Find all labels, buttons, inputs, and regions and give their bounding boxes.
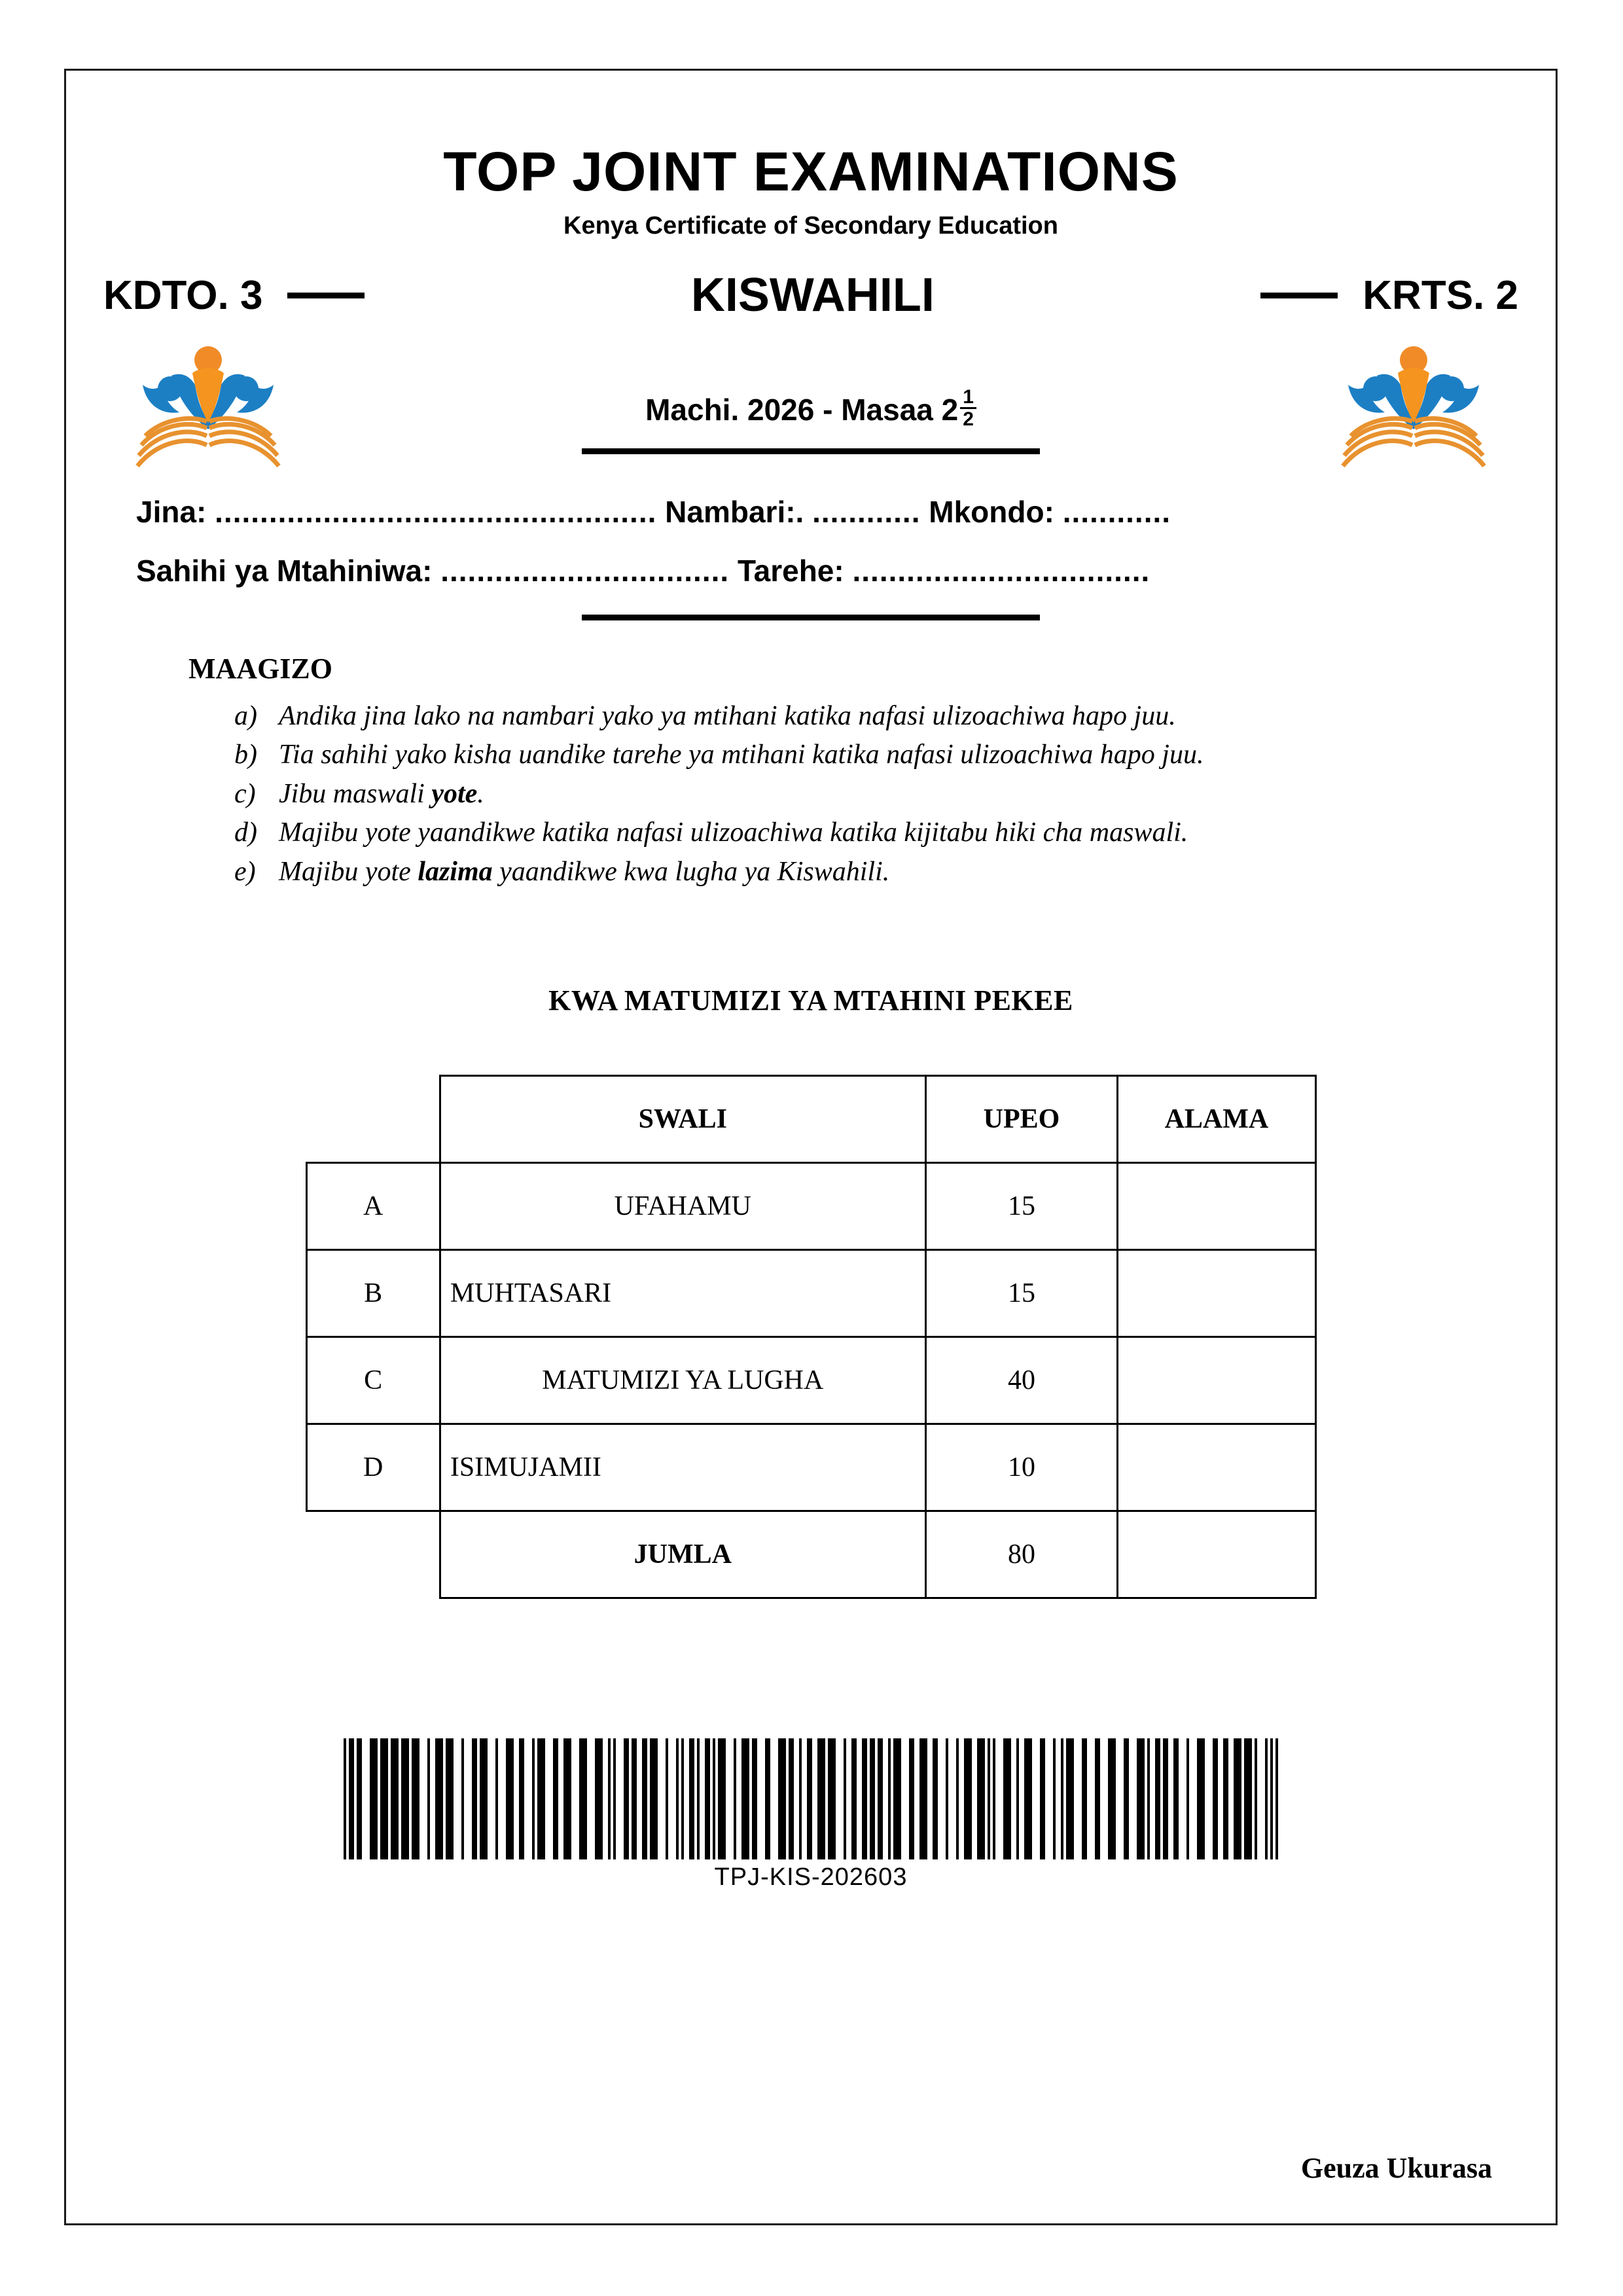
instruction-text bbox=[279, 775, 484, 814]
marks-table-heading: KWA MATUMIZI YA MTAHINI PEKEE bbox=[548, 984, 1073, 1016]
instruction-marker: c) bbox=[234, 778, 256, 809]
instruction-item-e bbox=[234, 853, 1486, 892]
fraction-numerator: 1 bbox=[963, 386, 974, 408]
row-letter: D bbox=[306, 1424, 440, 1511]
row-upeo: 15 bbox=[925, 1249, 1118, 1336]
number-label: Nambari:. bbox=[665, 495, 804, 529]
instruction-text: Tia sahihi yako kisha uandike tarehe ya mtihani katika nafasi ulizoachiwa hapo juu. bbox=[279, 740, 1204, 770]
instruction-text: Majibu yote yaandikwe katika nafasi ulizoachiwa katika kijitabu hiki cha maswali. bbox=[279, 817, 1188, 848]
instruction-text-before: Jibu maswali bbox=[279, 778, 432, 809]
instruction-text bbox=[279, 853, 889, 892]
row-section: MATUMIZI YA LUGHA bbox=[440, 1336, 925, 1424]
divider-dash-right bbox=[1260, 293, 1338, 298]
date-block bbox=[287, 353, 1335, 454]
header-alama: ALAMA bbox=[1118, 1075, 1315, 1162]
fraction-denominator: 2 bbox=[960, 407, 976, 430]
row-letter: A bbox=[306, 1162, 440, 1249]
header-rule-bottom bbox=[582, 615, 1040, 620]
stream-label: Mkondo: bbox=[929, 495, 1054, 529]
subject-name: KISWAHILI bbox=[690, 269, 935, 321]
table-total-row bbox=[306, 1511, 1315, 1598]
instructions-list bbox=[188, 697, 1486, 892]
exam-date-text: Machi. 2026 - Masaa 2 bbox=[645, 392, 959, 427]
table-row bbox=[306, 1249, 1315, 1336]
instruction-item-a bbox=[234, 697, 1486, 736]
name-input-line[interactable]: ................................................. bbox=[215, 495, 657, 529]
table-row bbox=[306, 1424, 1315, 1511]
row-alama[interactable] bbox=[1118, 1162, 1315, 1249]
instruction-text: Andika jina lako na nambari yako ya mtihani katika nafasi ulizoachiwa hapo juu. bbox=[279, 700, 1176, 731]
top-joint-examinations-logo-right bbox=[1335, 338, 1492, 469]
total-label: JUMLA bbox=[440, 1511, 925, 1598]
instruction-text-after: yaandikwe kwa lugha ya Kiswahili. bbox=[492, 857, 890, 888]
table-header-row bbox=[306, 1075, 1315, 1162]
instruction-emphasis: lazima bbox=[418, 857, 493, 888]
signature-date-row bbox=[136, 555, 1486, 586]
row-letter: B bbox=[306, 1249, 440, 1336]
exam-subtitle: Kenya Certificate of Secondary Education bbox=[563, 212, 1058, 240]
row-alama[interactable] bbox=[1118, 1336, 1315, 1424]
table-row bbox=[306, 1162, 1315, 1249]
instruction-emphasis: yote bbox=[431, 778, 478, 809]
row-section: MUHTASARI bbox=[440, 1249, 925, 1336]
exam-cover-page bbox=[64, 69, 1558, 2225]
row-alama[interactable] bbox=[1118, 1424, 1315, 1511]
exam-date-duration bbox=[645, 388, 976, 431]
paper-code-left: KDTO. 3 bbox=[103, 272, 263, 318]
row-upeo: 15 bbox=[925, 1162, 1118, 1249]
subject-row bbox=[64, 268, 1558, 322]
instruction-marker: d) bbox=[234, 817, 257, 848]
instruction-item-d bbox=[234, 814, 1486, 853]
divider-dash-left bbox=[287, 293, 365, 298]
header-swali: SWALI bbox=[440, 1075, 925, 1162]
header-upeo: UPEO bbox=[925, 1075, 1118, 1162]
signature-input-line[interactable]: ................................ bbox=[440, 554, 730, 588]
row-section: ISIMUJAMII bbox=[440, 1424, 925, 1511]
instruction-item-c bbox=[234, 775, 1486, 814]
signature-label: Sahihi ya Mtahiniwa: bbox=[136, 554, 433, 588]
instruction-marker: e) bbox=[234, 857, 256, 888]
barcode-image bbox=[344, 1738, 1278, 1859]
row-upeo: 40 bbox=[925, 1336, 1118, 1424]
date-label: Tarehe: bbox=[737, 554, 844, 588]
turn-over-footer: Geuza Ukurasa bbox=[1300, 2152, 1492, 2184]
row-alama[interactable] bbox=[1118, 1249, 1315, 1336]
exam-title: TOP JOINT EXAMINATIONS bbox=[443, 141, 1179, 202]
date-input-line[interactable]: ................................. bbox=[852, 554, 1150, 588]
row-letter: C bbox=[306, 1336, 440, 1424]
total-alama[interactable] bbox=[1118, 1511, 1315, 1598]
total-upeo: 80 bbox=[925, 1511, 1118, 1598]
row-section: UFAHAMU bbox=[440, 1162, 925, 1249]
row-upeo: 10 bbox=[925, 1424, 1118, 1511]
name-number-stream-row bbox=[136, 496, 1486, 528]
duration-fraction bbox=[960, 387, 976, 430]
name-label: Jina: bbox=[136, 495, 207, 529]
instructions-heading: MAAGIZO bbox=[188, 652, 332, 685]
candidate-fields bbox=[64, 496, 1558, 620]
total-letter-cell bbox=[306, 1511, 440, 1598]
header-rule-top bbox=[582, 448, 1040, 454]
top-joint-examinations-logo-left bbox=[130, 338, 287, 469]
instructions-section bbox=[64, 652, 1558, 892]
paper-code-right: KRTS. 2 bbox=[1363, 272, 1518, 318]
instruction-text-after: . bbox=[477, 778, 484, 809]
instruction-text-before: Majibu yote bbox=[279, 857, 418, 888]
stream-input-line[interactable]: ............ bbox=[1062, 495, 1171, 529]
instruction-marker: a) bbox=[234, 700, 257, 731]
table-row bbox=[306, 1336, 1315, 1424]
barcode-label: TPJ-KIS-202603 bbox=[714, 1863, 908, 1891]
marks-table bbox=[306, 1075, 1317, 1599]
header-letter-cell bbox=[306, 1075, 440, 1162]
logo-date-row bbox=[64, 338, 1558, 469]
instruction-marker: b) bbox=[234, 740, 257, 770]
number-input-line[interactable]: ............ bbox=[812, 495, 921, 529]
barcode-section bbox=[64, 1730, 1558, 1892]
instruction-item-b bbox=[234, 736, 1486, 775]
